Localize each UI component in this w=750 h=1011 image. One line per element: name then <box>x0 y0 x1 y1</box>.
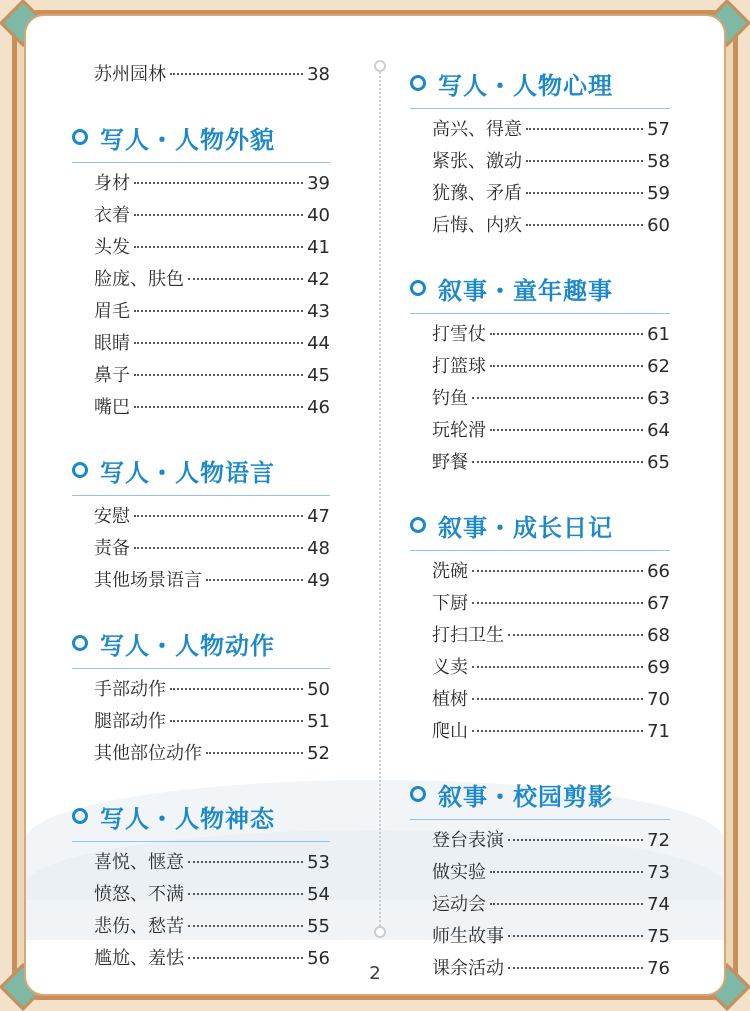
dot-leader <box>490 365 643 367</box>
dot-leader <box>472 570 643 572</box>
entry-page-number: 74 <box>647 894 670 915</box>
toc-section <box>72 114 330 425</box>
entry-title: 安慰 <box>94 506 130 527</box>
section-heading-text: 写人・人物心理 <box>438 71 613 100</box>
section-heading-text: 写人・人物动作 <box>100 631 275 660</box>
divider-end-dot <box>374 60 386 72</box>
entry-page-number: 61 <box>647 324 670 345</box>
circle-bullet-icon <box>72 462 88 478</box>
section-heading-text: 写人・人物外貌 <box>100 125 275 154</box>
entry-page-number: 69 <box>647 657 670 678</box>
entry-page-number: 56 <box>307 948 330 969</box>
entry-page-number: 64 <box>647 420 670 441</box>
dot-leader <box>188 957 303 959</box>
entry-page-number: 58 <box>647 151 670 172</box>
toc-entry[interactable] <box>410 653 670 685</box>
entry-title: 高兴、得意 <box>432 119 522 140</box>
dot-leader <box>134 342 303 344</box>
entry-page-number: 71 <box>647 721 670 742</box>
entry-title: 腿部动作 <box>94 711 166 732</box>
entry-title: 打篮球 <box>432 356 486 377</box>
heading-underline <box>410 108 670 109</box>
entry-page-number: 42 <box>307 269 330 290</box>
dot-leader <box>188 861 303 863</box>
entry-page-number: 75 <box>647 926 670 947</box>
dot-leader <box>508 839 643 841</box>
entry-title: 做实验 <box>432 862 486 883</box>
entry-title: 植树 <box>432 689 468 710</box>
circle-bullet-icon <box>72 129 88 145</box>
toc-entry[interactable] <box>410 685 670 717</box>
toc-entry[interactable] <box>72 361 330 393</box>
entry-title: 责备 <box>94 538 130 559</box>
dot-leader <box>526 128 643 130</box>
entry-page-number: 60 <box>647 215 670 236</box>
dot-leader <box>170 720 303 722</box>
dot-leader <box>134 406 303 408</box>
entry-title: 鼻子 <box>94 365 130 386</box>
section-heading-text: 叙事・成长日记 <box>438 513 613 542</box>
section-heading-text: 写人・人物神态 <box>100 804 275 833</box>
entry-title: 后悔、内疚 <box>432 215 522 236</box>
entry-page-number: 46 <box>307 397 330 418</box>
entry-page-number: 40 <box>307 205 330 226</box>
dot-leader <box>526 160 643 162</box>
entry-title: 其他场景语言 <box>94 570 202 591</box>
dot-leader <box>188 925 303 927</box>
dot-leader <box>134 246 303 248</box>
dot-leader <box>508 634 643 636</box>
heading-underline <box>410 550 670 551</box>
dot-leader <box>472 730 643 732</box>
section-heading <box>72 114 330 160</box>
toc-entry[interactable] <box>410 621 670 653</box>
toc-entry[interactable] <box>410 954 670 986</box>
circle-bullet-icon <box>410 517 426 533</box>
entry-title: 玩轮滑 <box>432 420 486 441</box>
entry-page-number: 70 <box>647 689 670 710</box>
toc-section <box>72 793 330 976</box>
toc-entry[interactable] <box>410 717 670 749</box>
dot-leader <box>134 214 303 216</box>
entry-page-number: 54 <box>307 884 330 905</box>
dot-leader <box>490 903 643 905</box>
entry-title: 课余活动 <box>432 958 504 979</box>
entry-page-number: 38 <box>307 64 330 85</box>
entry-title: 衣着 <box>94 205 130 226</box>
toc-entry[interactable] <box>72 566 330 598</box>
entry-page-number: 47 <box>307 506 330 527</box>
entry-page-number: 49 <box>307 570 330 591</box>
entry-page-number: 62 <box>647 356 670 377</box>
entry-title: 野餐 <box>432 452 468 473</box>
entry-title: 嘴巴 <box>94 397 130 418</box>
circle-bullet-icon <box>410 75 426 91</box>
entry-title: 犹豫、矛盾 <box>432 183 522 204</box>
entry-title: 师生故事 <box>432 926 504 947</box>
dot-leader <box>134 310 303 312</box>
toc-entry[interactable] <box>410 179 670 211</box>
dot-leader <box>472 698 643 700</box>
dot-leader <box>508 935 643 937</box>
entry-title: 其他部位动作 <box>94 743 202 764</box>
entry-page-number: 63 <box>647 388 670 409</box>
circle-bullet-icon <box>72 808 88 824</box>
dot-leader <box>472 397 643 399</box>
divider-end-dot <box>374 926 386 938</box>
section-heading <box>410 771 670 817</box>
toc-entry[interactable] <box>72 707 330 739</box>
entry-title: 脸庞、肤色 <box>94 269 184 290</box>
entry-page-number: 65 <box>647 452 670 473</box>
circle-bullet-icon <box>72 635 88 651</box>
entry-title: 喜悦、惬意 <box>94 852 184 873</box>
entry-title: 登台表演 <box>432 830 504 851</box>
dot-leader <box>188 278 303 280</box>
entry-title: 运动会 <box>432 894 486 915</box>
entry-page-number: 55 <box>307 916 330 937</box>
dot-leader <box>206 579 303 581</box>
toc-intro-group <box>72 60 330 92</box>
toc-section <box>410 60 670 243</box>
toc-entry[interactable] <box>72 265 330 297</box>
toc-entry[interactable] <box>410 557 670 589</box>
entry-page-number: 57 <box>647 119 670 140</box>
toc-right-column <box>410 60 670 1008</box>
entry-page-number: 76 <box>647 958 670 979</box>
heading-underline <box>410 819 670 820</box>
dot-leader <box>490 429 643 431</box>
heading-underline <box>72 495 330 496</box>
toc-entry[interactable] <box>410 352 670 384</box>
section-heading <box>72 793 330 839</box>
heading-underline <box>72 162 330 163</box>
entry-title: 义卖 <box>432 657 468 678</box>
toc-entry[interactable] <box>410 416 670 448</box>
section-heading <box>72 447 330 493</box>
heading-underline <box>410 313 670 314</box>
toc-entry[interactable] <box>72 944 330 976</box>
toc-entry[interactable] <box>410 320 670 352</box>
entry-page-number: 66 <box>647 561 670 582</box>
toc-entry[interactable] <box>72 393 330 425</box>
entry-title: 下厨 <box>432 593 468 614</box>
toc-entry[interactable] <box>410 147 670 179</box>
toc-entry[interactable] <box>72 297 330 329</box>
entry-page-number: 51 <box>307 711 330 732</box>
entry-page-number: 67 <box>647 593 670 614</box>
dot-leader <box>472 666 643 668</box>
toc-entry[interactable] <box>72 912 330 944</box>
entry-page-number: 50 <box>307 679 330 700</box>
entry-page-number: 44 <box>307 333 330 354</box>
toc-entry[interactable] <box>410 890 670 922</box>
dot-leader <box>188 893 303 895</box>
toc-entry[interactable] <box>410 858 670 890</box>
toc-section <box>72 620 330 771</box>
heading-underline <box>72 841 330 842</box>
entry-page-number: 52 <box>307 743 330 764</box>
section-heading-text: 叙事・校园剪影 <box>438 782 613 811</box>
entry-page-number: 72 <box>647 830 670 851</box>
column-divider <box>379 68 381 930</box>
entry-title: 愤怒、不满 <box>94 884 184 905</box>
section-heading <box>410 502 670 548</box>
toc-entry[interactable] <box>72 169 330 201</box>
entry-title: 眼睛 <box>94 333 130 354</box>
entry-page-number: 39 <box>307 173 330 194</box>
dot-leader <box>526 224 643 226</box>
entry-page-number: 43 <box>307 301 330 322</box>
dot-leader <box>472 461 643 463</box>
entry-page-number: 53 <box>307 852 330 873</box>
toc-entry[interactable] <box>72 201 330 233</box>
dot-leader <box>134 515 303 517</box>
entry-title: 洗碗 <box>432 561 468 582</box>
toc-entry[interactable] <box>72 502 330 534</box>
toc-entry[interactable] <box>410 211 670 243</box>
section-heading <box>410 60 670 106</box>
entry-title: 打扫卫生 <box>432 625 504 646</box>
dot-leader <box>134 374 303 376</box>
toc-entry[interactable] <box>410 922 670 954</box>
entry-title: 悲伤、愁苦 <box>94 916 184 937</box>
toc-entry[interactable] <box>72 534 330 566</box>
dot-leader <box>134 547 303 549</box>
toc-entry[interactable] <box>72 848 330 880</box>
dot-leader <box>472 602 643 604</box>
entry-title: 头发 <box>94 237 130 258</box>
section-heading <box>72 620 330 666</box>
entry-title: 钓鱼 <box>432 388 468 409</box>
entry-page-number: 48 <box>307 538 330 559</box>
toc-entry[interactable] <box>410 589 670 621</box>
entry-page-number: 45 <box>307 365 330 386</box>
heading-underline <box>72 668 330 669</box>
page-number: 2 <box>369 963 381 984</box>
entry-title: 苏州园林 <box>94 64 166 85</box>
dot-leader <box>134 182 303 184</box>
toc-entry[interactable] <box>72 880 330 912</box>
toc-section <box>410 265 670 480</box>
toc-entry[interactable] <box>410 115 670 147</box>
toc-entry[interactable] <box>72 675 330 707</box>
dot-leader <box>170 688 303 690</box>
entry-page-number: 73 <box>647 862 670 883</box>
toc-entry[interactable] <box>72 60 330 92</box>
dot-leader <box>206 752 303 754</box>
circle-bullet-icon <box>410 280 426 296</box>
section-heading-text: 写人・人物语言 <box>100 458 275 487</box>
toc-section <box>410 771 670 986</box>
entry-title: 紧张、激动 <box>432 151 522 172</box>
toc-section <box>72 447 330 598</box>
dot-leader <box>490 333 643 335</box>
entry-title: 尴尬、羞怯 <box>94 948 184 969</box>
entry-title: 爬山 <box>432 721 468 742</box>
dot-leader <box>170 73 303 75</box>
entry-title: 手部动作 <box>94 679 166 700</box>
entry-title: 眉毛 <box>94 301 130 322</box>
entry-page-number: 68 <box>647 625 670 646</box>
circle-bullet-icon <box>410 786 426 802</box>
section-heading-text: 叙事・童年趣事 <box>438 276 613 305</box>
toc-section <box>410 502 670 749</box>
section-heading <box>410 265 670 311</box>
toc-entry[interactable] <box>410 826 670 858</box>
toc-entry[interactable] <box>72 329 330 361</box>
dot-leader <box>508 967 643 969</box>
toc-left-column <box>72 60 330 998</box>
toc-entry[interactable] <box>410 384 670 416</box>
dot-leader <box>526 192 643 194</box>
toc-entry[interactable] <box>72 233 330 265</box>
entry-page-number: 59 <box>647 183 670 204</box>
entry-page-number: 41 <box>307 237 330 258</box>
dot-leader <box>490 871 643 873</box>
toc-entry[interactable] <box>410 448 670 480</box>
entry-title: 打雪仗 <box>432 324 486 345</box>
toc-entry[interactable] <box>72 739 330 771</box>
entry-title: 身材 <box>94 173 130 194</box>
